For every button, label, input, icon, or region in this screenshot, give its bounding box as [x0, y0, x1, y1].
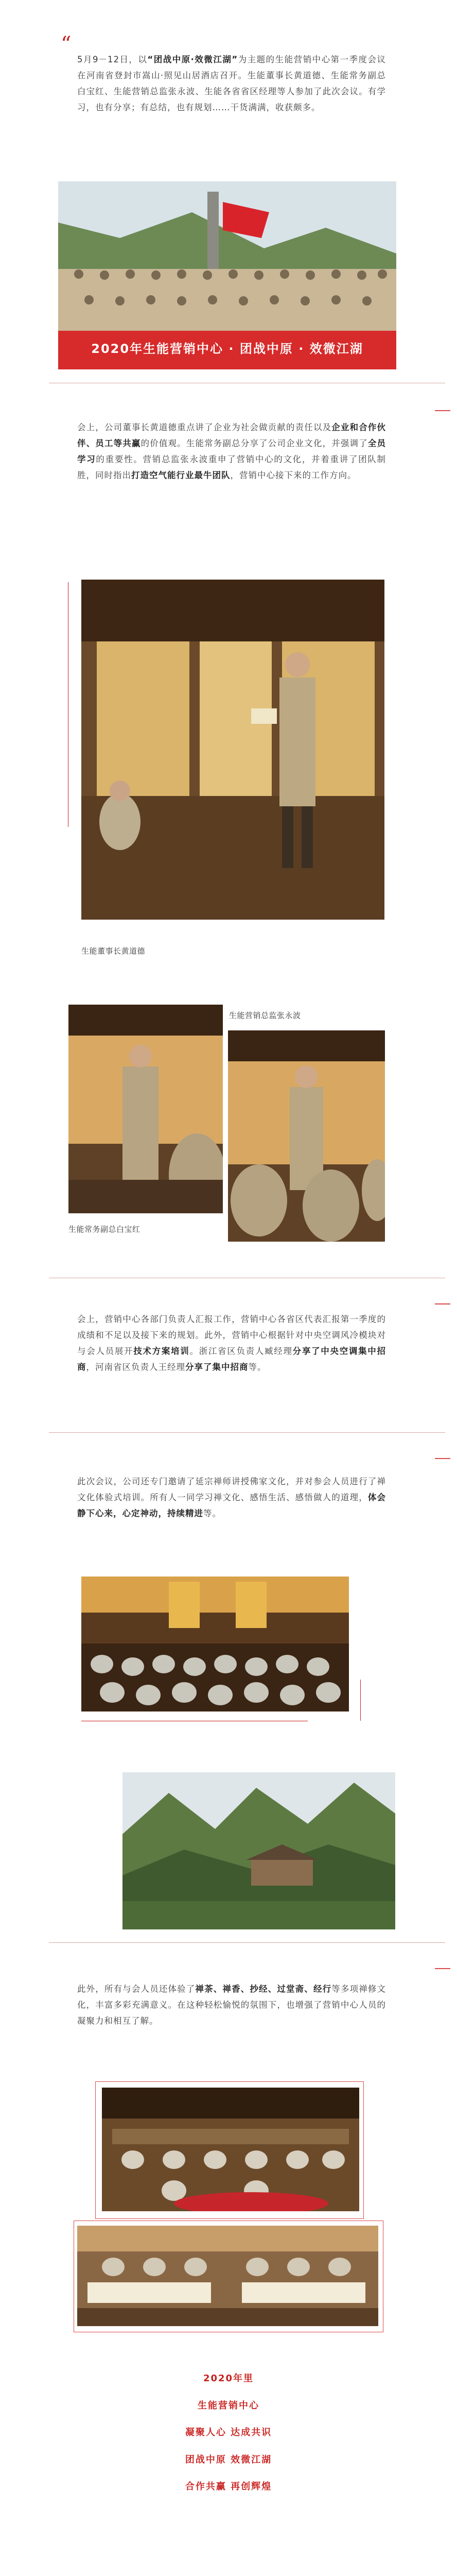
meditation-photo: [81, 1577, 349, 1711]
vp-photo: [68, 1005, 223, 1213]
sutra-photo: [77, 2226, 378, 2326]
frame-line: [360, 1680, 361, 1721]
director-photo: [228, 1030, 385, 1242]
caption-chairman: 生能董事长黄道德: [81, 946, 146, 956]
divider-line: [49, 1942, 445, 1943]
intro-paragraph: 5月9－12日，以“团战中原·效微江湖”为主题的生能营销中心第一季度会议在河南省登封市嵩山·照见山居酒店召开。生能董事长黄道德、生能常务副总白宝红、生能营销总监张永波、生能各省省区经理等人参加了此次会议。有学习，也有分享；有总结，也有规划……干货满满，收获颇多。: [77, 55, 386, 112]
paragraph-zen: 此次会议，公司还专门邀请了延宗禅师讲授佛家文化，并对参会人员进行了禅文化体验式培训。所有人一同学习禅文化、感悟生活、感悟做人的道理，体会静下心来，心定神动，持续精进等。: [77, 1477, 386, 1518]
red-accent: [435, 1303, 450, 1304]
red-accent: [435, 1458, 450, 1459]
paragraph-leaders: 会上，公司董事长黄道德重点讲了企业为社会做贡献的责任以及企业和合作伙伴、员工等共赢的价值观。生能常务副总分享了公司企业文化，并强调了全员学习的重要性。营销总监张永波重申了营销中心的文化，并着重讲了团队制胜，同时指出打造空气能行业最牛团队，营销中心接下来的工作方向。: [77, 422, 386, 480]
tea-photo: [102, 2088, 359, 2211]
banner-text: 2020年生能营销中心 · 团战中原 · 效微江湖: [91, 342, 363, 356]
paragraph-activities: 此外，所有与会人员还体验了禅茶、禅香、抄经、过堂斋、经行等多项禅修文化，丰富多彩充满意义。在这种轻松愉悦的氛围下，也增强了营销中心人员的凝聚力和相互了解。: [77, 1984, 386, 2026]
mountain-photo: [122, 1772, 395, 1929]
chairman-photo: [81, 580, 384, 920]
paragraph-reports: 会上，营销中心各部门负责人汇报工作，营销中心各省区代表汇报第一季度的成绩和不足以及接下来的规划。此外，营销中心根据针对中央空调风冷模块对与会人员展开技术方案培训。浙江省区负责人臧经理分享了中央空调集中招商，河南省区负责人王经理分享了集中招商等。: [77, 1314, 386, 1372]
footer-line-5: 合作共赢 再创辉煌: [185, 2481, 272, 2492]
footer-line-2: 生能营销中心: [198, 2400, 259, 2411]
divider-line: [49, 1432, 445, 1433]
group-photo: [58, 181, 396, 369]
red-accent: [435, 1968, 450, 1969]
caption-vp: 生能常务副总白宝红: [68, 1225, 140, 1234]
caption-director: 生能营销总监张永波: [229, 1011, 301, 1020]
footer-line-3: 凝聚人心 达成共识: [185, 2427, 272, 2438]
red-accent: [435, 410, 450, 411]
footer-line-1: 2020年里: [203, 2373, 254, 2384]
footer-line-4: 团战中原 效微江湖: [185, 2454, 272, 2465]
quote-mark-icon: “: [61, 32, 72, 56]
